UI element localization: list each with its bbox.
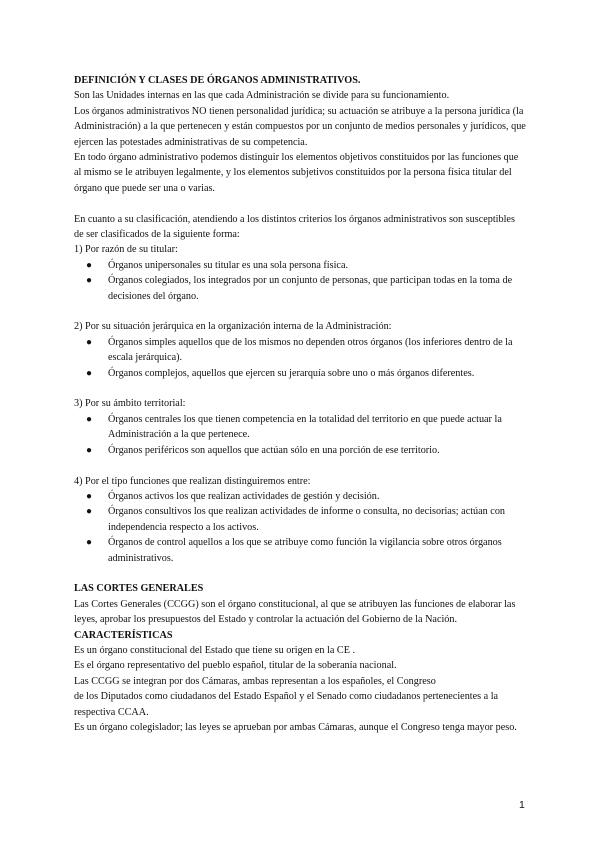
bullet-icon: ● <box>86 537 93 549</box>
bullet-icon: ● <box>86 367 93 379</box>
bullet-icon: ● <box>86 506 93 518</box>
paragraph: de los Diputados como ciudadanos del Estado Español y el Senado como ciudadanos pertenecientes a la respectiva CCAA. <box>74 691 499 718</box>
classification-list <box>74 335 526 381</box>
paragraph: Las Cortes Generales (CCGG) son el órgano constitucional, al que se atribuyen las funciones de elaborar las leyes, aprobar los presupuestos del Estado y controlar la actuación del Gobierno de la Nación. <box>74 598 516 626</box>
bullet-icon: ● <box>86 275 93 287</box>
page-number: 1 <box>519 799 525 811</box>
paragraph: Son las Unidades internas en las que cada Administración se divide para su funcionamiento. <box>74 90 450 102</box>
classification-heading: 2) Por su situación jerárquica en la organización interna de la Administración: <box>74 321 392 333</box>
list-item: ● Órganos centrales los que tienen competencia en la totalidad del territorio en que puede actuar la Administración a la que pertenece. <box>86 413 502 441</box>
paragraph: En todo órgano administrativo podemos distinguir los elementos objetivos constituidos por las funciones que al mismo se le atribuyen legalmente, y los elementos subjetivos constituidos por la persona física titular del órgano que puede ser una o varias. <box>74 152 519 194</box>
bullet-icon: ● <box>86 413 93 425</box>
bullet-icon: ● <box>86 336 93 348</box>
paragraph: Es el órgano representativo del pueblo español, titular de la soberanía nacional. <box>74 660 397 672</box>
classification-list <box>74 258 526 304</box>
classification-list <box>74 489 526 566</box>
list-item: ● Órganos consultivos los que realizan actividades de informe o consulta, no decisorias; actúan con independencia respecto a los activos. <box>86 506 506 533</box>
paragraph: Las CCGG se integran por dos Cámaras, ambas representan a los españoles, el Congreso <box>74 675 436 687</box>
section-title-cortes: LAS CORTES GENERALES <box>74 583 204 595</box>
classification-list <box>74 412 526 458</box>
list-item: ● Órganos simples aquellos que de los mismos no dependen otros órganos (los inferiores dentro de la escala jerárquica). <box>86 336 513 364</box>
list-item: ● Órganos colegiados, los integrados por un conjunto de personas, que participan todas en la toma de decisiones del órgano. <box>86 275 513 302</box>
paragraph: Es un órgano colegislador; las leyes se aprueban por ambas Cámaras, aunque el Congreso tenga mayor peso. <box>74 721 517 733</box>
section-title-organos: DEFINICIÓN Y CLASES DE ÓRGANOS ADMINISTRATIVOS. <box>74 75 361 86</box>
classification-heading: 4) Por el tipo funciones que realizan distinguiremos entre: <box>74 475 311 487</box>
list-item: ● Órganos complejos, aquellos que ejercen su jerarquía sobre uno o más órganos diferentes. <box>74 366 526 381</box>
paragraph: Es un órgano constitucional del Estado que tiene su origen en la CE . <box>74 644 356 656</box>
section-title-caracteristicas: CARACTERÍSTICAS <box>74 629 173 641</box>
bullet-icon: ● <box>86 490 93 502</box>
bullet-icon: ● <box>86 259 93 271</box>
list-item: ● Órganos de control aquellos a los que se atribuye como función la vigilancia sobre otros órganos administrativos. <box>86 537 502 564</box>
paragraph: En cuanto a su clasificación, atendiendo a los distintos criterios los órganos administrativos son susceptibles de ser clasificados de la siguiente forma: <box>74 213 515 241</box>
list-item: ● Órganos activos los que realizan actividades de gestión y decisión. <box>74 489 526 504</box>
classification-heading: 3) Por su ámbito territorial: <box>74 398 186 410</box>
list-item: ● Órganos unipersonales su titular es una sola persona física. <box>74 258 526 273</box>
list-item: ● Órganos periféricos son aquellos que actúan sólo en una porción de ese territorio. <box>74 443 526 458</box>
document-body <box>74 73 526 735</box>
paragraph: Los órganos administrativos NO tienen personalidad jurídica; su actuación se atribuye a la persona jurídica (la Administración) a la que pertenecen y están compuestos por un conjunto de medios personales y jurídicos, que ejercen las potestades administrativas de su competencia. <box>74 105 526 148</box>
classification-heading: 1) Por razón de su titular: <box>74 244 178 256</box>
bullet-icon: ● <box>86 444 93 456</box>
